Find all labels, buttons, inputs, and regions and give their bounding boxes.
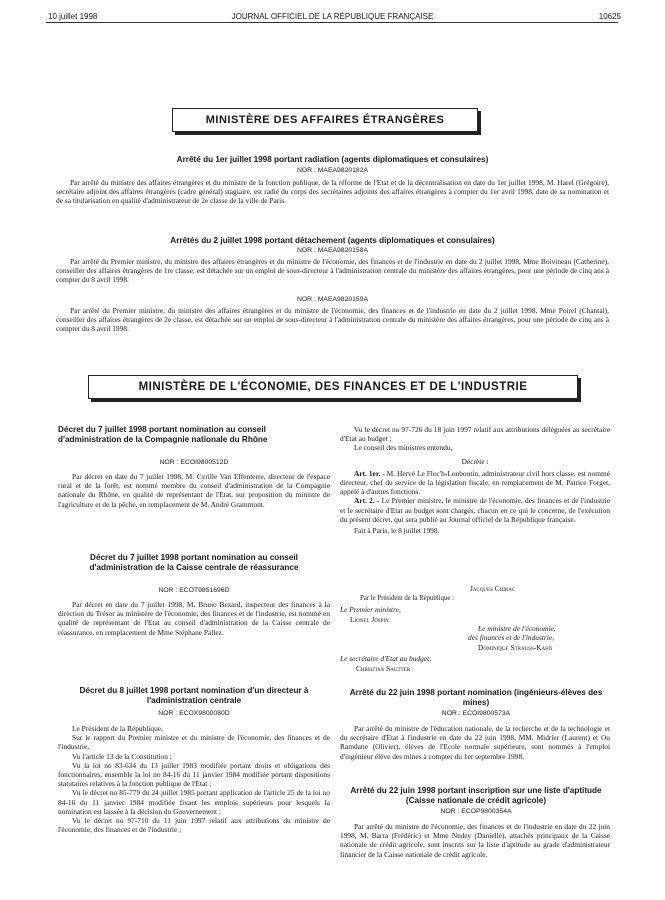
arrete-3-text: Par arrêté du ministre de l'éducation nationale, de la recherche et de la technologie et du secrétaire d'Etat à l'industrie en date du 22 juin 1998, MM. Midrier (Laurent) et Ou Ramdane (Olivier), élèves de l'Ecole normale supérieure, sont nommés à l'emploi d'ingénieur élève des mines à compter du 1er septembre 1998. bbox=[340, 724, 610, 761]
signature-president: Jacques Chirac bbox=[470, 584, 516, 593]
header-rule bbox=[46, 22, 618, 23]
decret-3-line: Vu la loi no 83-634 du 13 juillet 1983 modifiée portant droits et obligations des fonctionnaires, ensemble la loi no 84-16 du 11 janvier 1984 modifiée portant dispositions statutaires relatives à la fonction publique de l'Etat ; bbox=[58, 760, 330, 789]
header-page-number: 10625 bbox=[598, 12, 621, 21]
decret-3-right-line: Le conseil des ministres entendu, bbox=[354, 443, 453, 453]
arrete-2-nor-2: NOR : MAEA9820159A bbox=[296, 296, 369, 303]
arrete-3-title: Arrêté du 22 juin 1998 portant nomination (ingénieurs-élèves des mines) bbox=[349, 688, 603, 707]
header-date: 10 juillet 1998 bbox=[48, 12, 98, 21]
premier-ministre-label: Le Premier ministre, bbox=[340, 605, 401, 614]
article-1-label: Art. 1er. bbox=[354, 468, 381, 478]
decret-1-title: Décret du 7 juillet 1998 portant nomination au conseil d'administration de la Compagnie nationale du Rhône bbox=[58, 425, 268, 444]
arrete-1-title: Arrêté du 1er juillet 1998 portant radiation (agents diplomatiques et consulaires) bbox=[176, 155, 489, 164]
decret-3-line: Vu le décret no 97-710 du 11 juin 1997 relatif aux attributions du ministre de l'économie, des finances et de l'industrie ; bbox=[58, 816, 330, 835]
arrete-2-nor-1: NOR : MAEA9820158A bbox=[296, 247, 369, 254]
article-2-text: - Le Premier ministre, le ministre de l'économie, des finances et de l'industrie et le secrétaire d'Etat au budget sont chargés, chacun en ce qui le concerne, de l'exécution du présent décret, qui sera publié au Journal officiel de la République française. bbox=[340, 496, 611, 524]
article-1-text: - M. Hervé Le Floc'h-Louboutin, administrateur civil hors classe, est nommé directeur, chef du service de la législation fiscale, en remplacement de M. Patrice Forget, appelé à d'autres fonctions. bbox=[340, 468, 611, 497]
decret-3-line: Vu le décret no 85-779 du 24 juillet 1985 portant application de l'article 25 de la loi no 84-16 du 11 janvier 1984 modifiée fixant les emplois supérieurs pour lesquels la nomination est laissée à la décision du Gouvernement ; bbox=[58, 788, 330, 816]
ministry-title-affaires-etrangeres: MINISTÈRE DES AFFAIRES ÉTRANGÈRES bbox=[172, 108, 478, 132]
fait-a-paris: Fait à Paris, le 8 juillet 1998. bbox=[354, 526, 440, 536]
ministry-title-economie: MINISTÈRE DE L'ÉCONOMIE, DES FINANCES ET DE L'INDUSTRIE bbox=[88, 375, 578, 399]
signature-premier-ministre: Lionel Jospin bbox=[350, 615, 389, 624]
header-journal-title: JOURNAL OFFICIEL DE LA RÉPUBLIQUE FRANÇAISE bbox=[231, 12, 434, 21]
decret-3-line: Le Président de la République, bbox=[72, 724, 163, 733]
decret-2-text: Par décret en date du 7 juillet 1998, M. Bruno Bezard, inspecteur des finances à la direction du Trésor au ministère de l'économie, des finances et de l'industrie, est nommé en qualité de représentant de l'Etat au conseil d'administration de la Caisse centrale de réassurance, en remplacement de Mme Stéphane Pallez. bbox=[58, 600, 330, 637]
decret-3-continuation bbox=[340, 425, 610, 535]
arrete-4-nor: NOR : ECOP9800354A bbox=[440, 808, 512, 815]
signature-secretaire-etat: Christian Sautter bbox=[356, 664, 410, 673]
article-2-label: Art. 2. bbox=[354, 496, 375, 506]
page-header bbox=[0, 8, 665, 22]
decret-3-right-line: Vu le décret no 97-726 du 18 juin 1997 relatif aux attributions déléguées au secrétaire d'Etat au budget ; bbox=[340, 425, 610, 444]
article-1 bbox=[340, 469, 610, 497]
par-le-president: Par le Président de la République : bbox=[360, 595, 455, 602]
arrete-2-text-2: Par arrêté du Premier ministre, du ministre des affaires étrangères et du ministre de l'économie, des finances et de l'industrie en date du 2 juillet 1998, Mme Poirel (Chantal), conseiller des affaires étrangères de 2e classe, est détachée sur un emploi de sous-directeur à l'administration centrale du ministère des affaires étrangères, pour une période de cinq ans à compter du 8 avril 1998. bbox=[56, 306, 609, 334]
decret-3-body bbox=[58, 724, 330, 834]
arrete-2-text-1: Par arrêté du Premier ministre, du ministre des affaires étrangères et du ministre de l'économie, des finances et de l'industrie en date du 2 juillet 1998, Mme Boivineau (Catherine), conseiller des affaires étrangères de 1re classe, est détachée sur un emploi de sous-directeur à l'administration centrale du ministère des affaires étrangères, pour une période de cinq ans à compter du 8 avril 1998. bbox=[56, 257, 609, 285]
arrete-1-nor: NOR : MAEA9820182A bbox=[296, 167, 369, 174]
decret-3-line: Sur le rapport du Premier ministre et du ministre de l'économie, des finances et de l'industrie, bbox=[58, 733, 330, 752]
decret-1-text: Par décret en date du 7 juillet 1998, M. Cyrille Van Effenterre, directeur de l'espace rural et de la forêt, est nommé membre du conseil d'administration de la Compagnie nationale du Rhône, en qualité de représentant de l'Etat, sur proposition du ministre de l'agriculture et de la pêche, en remplacement de M. André Grammont. bbox=[58, 472, 330, 509]
secretaire-etat-label: Le secrétaire d'Etat au budget, bbox=[340, 654, 432, 663]
ministre-economie-label-2: des finances et de l'industrie, bbox=[468, 633, 554, 642]
decret-3-nor: NOR : ECOX9800080D bbox=[158, 710, 230, 717]
arrete-4-text: Par arrêté du ministre de l'économie, des finances et de l'industrie en date du 22 juin 1998, M. Barra (Frédéric) et Mme Nedey (Danielle), attachés principaux de la Caisse nationale de crédit agricole, sont inscrits sur la liste d'aptitude au grade d'administrateur financier de la Caisse nationale de crédit agricole. bbox=[340, 822, 610, 859]
arrete-1-text: Par arrêté du ministre des affaires étrangères et du ministre de la fonction publique, de la réforme de l'Etat et de la décentralisation en date du 1er juillet 1998, M. Harel (Grégoire), secrétaire adjoint des affaires étrangères (cadre général) stagiaire, est radié du corps des secrétaires adjoints des affaires étrangères à compter du 1er avril 1998, date de sa nomination et de sa titularisation en qualité d'administrateur de 2e classe de la ville de Paris. bbox=[56, 178, 609, 206]
decrete-label: Décrète : bbox=[461, 456, 489, 466]
arrete-4-title: Arrêté du 22 juin 1998 portant inscription sur une liste d'aptitude (Caisse nationale de crédit agricole) bbox=[350, 786, 602, 805]
signature-ministre-economie: Dominique Strauss-Kahn bbox=[478, 643, 553, 652]
article-2 bbox=[340, 496, 610, 524]
arrete-3-nor: NOR : ECOI9800573A bbox=[441, 710, 511, 717]
decret-3-title: Décret du 8 juillet 1998 portant nomination d'un directeur à l'administration centrale bbox=[79, 686, 309, 705]
decret-1-nor: NOR : ECOI9800512D bbox=[159, 459, 229, 466]
arrete-2-title: Arrêtés du 2 juillet 1998 portant détachement (agents diplomatiques et consulaires) bbox=[170, 236, 495, 245]
decret-2-title: Décret du 7 juillet 1998 portant nomination au conseil d'administration de la Caisse centrale de réassurance bbox=[89, 553, 299, 572]
decret-2-nor: NOR : ECOT9851696D bbox=[158, 587, 230, 594]
ministre-economie-label-1: Le ministre de l'économie, bbox=[478, 624, 556, 633]
decret-3-line: Vu l'article 13 de la Constitution ; bbox=[72, 751, 172, 761]
